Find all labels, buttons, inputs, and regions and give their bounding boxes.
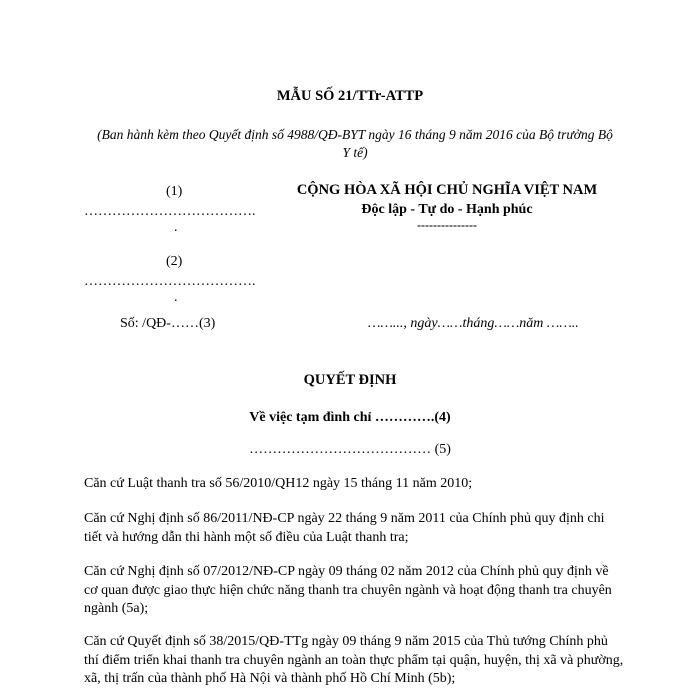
motto-underline: --------------- <box>417 218 477 232</box>
form-title: MẪU SỐ 21/TTr-ATTP <box>276 88 424 104</box>
field-dot-1: . <box>174 220 178 235</box>
legal-basis-paragraph: Căn cứ Quyết định số 38/2015/QĐ-TTg ngày 09 tháng 9 năm 2015 của Thủ tướng Chính phủ thí điểm triển khai thanh tra chuyên ngành an toàn thực phẩm tại quận, huyện, thị xã và phường, xã, thị trấn của thành phố Hà Nội và thành phố Hồ Chí Minh (5b); <box>84 634 624 686</box>
decision-subject: Về việc tạm đình chỉ ………….(4) <box>249 410 451 425</box>
legal-basis-paragraph: Căn cứ Nghị định số 86/2011/NĐ-CP ngày 22 tháng 9 năm 2011 của Chính phủ quy định chi tiết và hướng dẫn thi hành một số điều của Luật thanh tra; <box>84 511 605 545</box>
form-subtitle: (Ban hành kèm theo Quyết định số 4988/QĐ-BYT ngày 16 tháng 9 năm 2016 của Bộ trưởng Bộ Y tế) <box>97 127 613 160</box>
field-label-2: (2) <box>166 254 183 269</box>
field-label-1: (1) <box>166 184 183 199</box>
date-line: ……..., ngày……tháng……năm …….. <box>368 316 579 331</box>
decision-title: QUYẾT ĐỊNH <box>303 372 397 388</box>
field-dots-1: ………………………………. <box>84 204 256 219</box>
field-dots-2: ………………………………. <box>84 274 256 289</box>
field-dot-2: . <box>174 290 178 305</box>
national-name: CỘNG HÒA XÃ HỘI CHỦ NGHĨA VIỆT NAM <box>296 182 598 198</box>
national-motto: Độc lập - Tự do - Hạnh phúc <box>361 202 533 217</box>
legal-basis-paragraph: Căn cứ Luật thanh tra số 56/2010/QH12 ngày 15 tháng 11 năm 2010; <box>84 476 473 491</box>
issuing-authority: ………………………………… (5) <box>249 442 451 457</box>
legal-basis-paragraph: Căn cứ Nghị định số 07/2012/NĐ-CP ngày 09 tháng 02 năm 2012 của Chính phủ quy định về cơ quan được giao thực hiện chức năng thanh tra chuyên ngành và hoạt động thanh tra chuyên ngành (5a); <box>84 564 612 616</box>
decision-number: Số: /QĐ-……(3) <box>120 316 216 331</box>
